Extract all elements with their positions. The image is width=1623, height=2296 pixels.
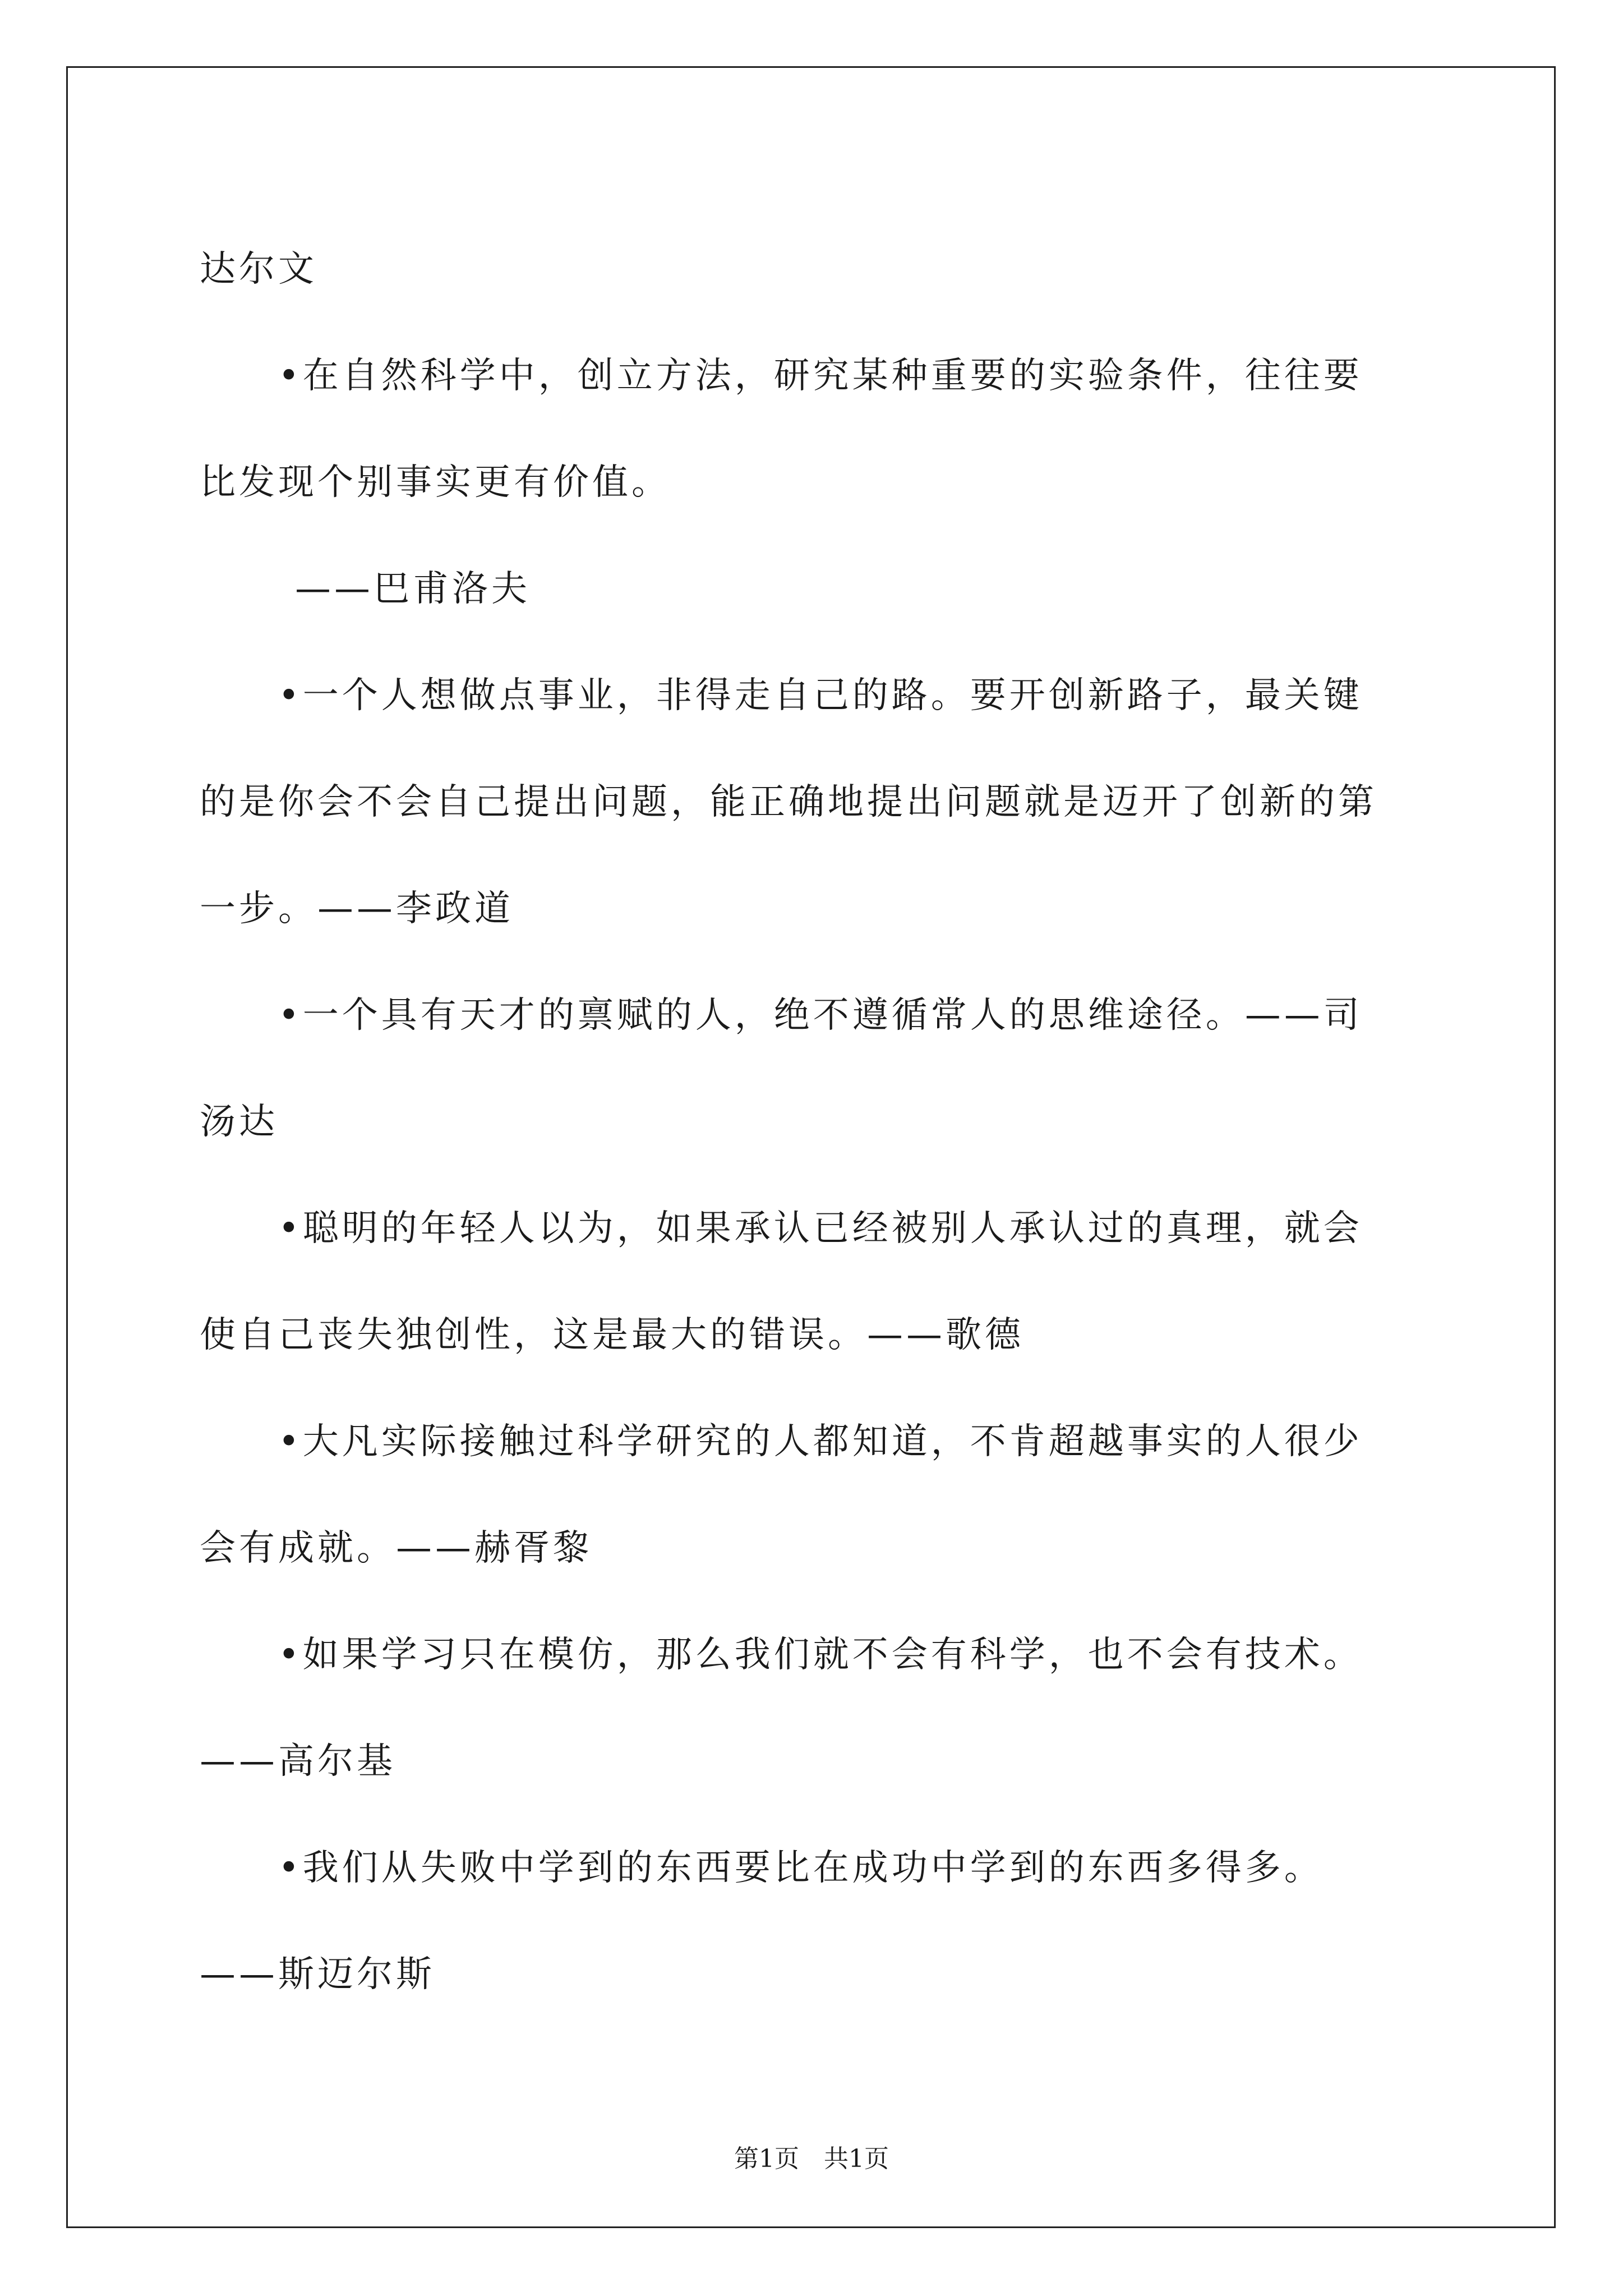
- document-body: [200, 216, 1428, 2028]
- text-line: 一步。——李政道: [200, 888, 514, 930]
- text-line: •聪明的年轻人以为，如果承认已经被别人承认过的真理，就会: [278, 1208, 1363, 1249]
- text-line: 使自己丧失独创性，这是最大的错误。——歌德: [200, 1314, 1024, 1356]
- text-line: •在自然科学中，创立方法，研究某种重要的实验条件，往往要: [278, 355, 1363, 397]
- text-line: •我们从失败中学到的东西要比在成功中学到的东西多得多。: [278, 1847, 1324, 1889]
- text-line: ——高尔基: [200, 1741, 396, 1782]
- text-line: ——斯迈尔斯: [200, 1954, 435, 1995]
- text-line: 汤达: [200, 1101, 278, 1143]
- text-line: 达尔文: [200, 249, 317, 290]
- text-line: ——巴甫洛夫: [295, 568, 531, 610]
- text-line: •如果学习只在模仿，那么我们就不会有科学，也不会有技术。: [278, 1634, 1363, 1676]
- text-line: •一个人想做点事业，非得走自己的路。要开创新路子，最关键: [278, 675, 1363, 716]
- text-line: •大凡实际接触过科学研究的人都知道，不肯超越事实的人很少: [278, 1421, 1363, 1462]
- text-line: 比发现个别事实更有价值。: [200, 462, 671, 503]
- text-line: •一个具有天才的禀赋的人，绝不遵循常人的思维途径。——司: [278, 995, 1363, 1036]
- text-line: 会有成就。——赫胥黎: [200, 1527, 592, 1569]
- page-number-footer: 第1页 共1页: [734, 2145, 889, 2173]
- text-line: 的是你会不会自己提出问题，能正确地提出问题就是迈开了创新的第: [200, 781, 1377, 823]
